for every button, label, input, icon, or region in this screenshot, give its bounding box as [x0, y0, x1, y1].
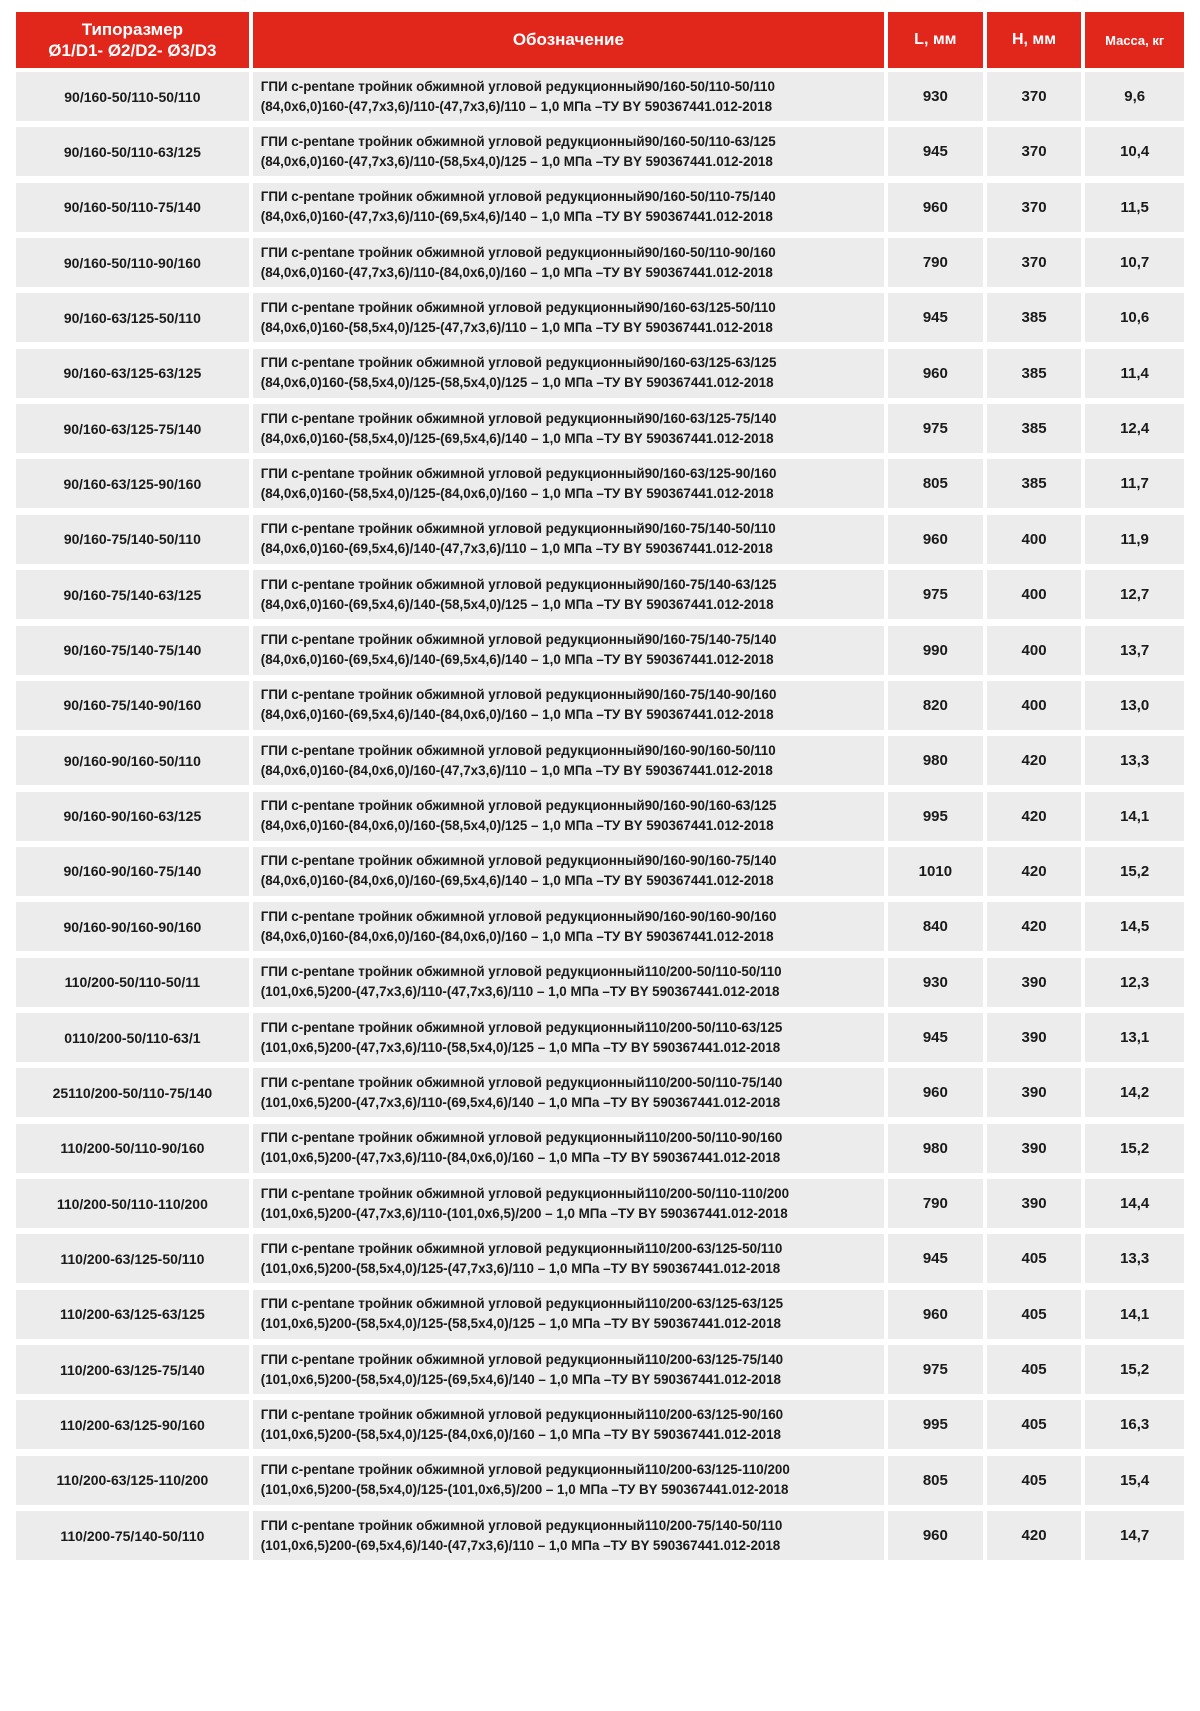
table-row	[16, 515, 1184, 564]
cell-designation-line1: ГПИ c-pentane тройник обжимной угловой редукционный90/160-50/110-50/110	[260, 78, 775, 94]
header-height: H, мм	[987, 12, 1082, 68]
cell-size: 25110/200-50/110-75/140	[16, 1068, 249, 1117]
table-row	[16, 238, 1184, 287]
cell-length: 945	[888, 127, 983, 176]
table-row	[16, 459, 1184, 508]
table-row	[16, 1290, 1184, 1339]
cell-length: 960	[888, 1290, 983, 1339]
cell-designation	[253, 404, 884, 453]
cell-size: 90/160-90/160-50/110	[16, 736, 249, 785]
cell-designation-line2: (101,0x6,5)200-(58,5x4,0)/125-(84,0x6,0)/160 – 1,0 МПа –ТУ BY 590367441.012-2018	[260, 1426, 781, 1442]
table-row	[16, 958, 1184, 1007]
cell-designation	[253, 1400, 884, 1449]
cell-designation-line1: ГПИ c-pentane тройник обжимной угловой редукционный90/160-75/140-75/140	[260, 632, 777, 647]
cell-length: 960	[888, 183, 983, 232]
cell-designation	[253, 1013, 884, 1062]
cell-mass: 12,7	[1085, 570, 1184, 619]
cell-designation-line1: ГПИ c-pentane тройник обжимной угловой редукционный90/160-90/160-50/110	[260, 742, 776, 758]
table-row	[16, 1345, 1184, 1394]
cell-mass: 11,4	[1085, 349, 1184, 398]
cell-designation-line2: (101,0x6,5)200-(47,7x3,6)/110-(84,0x6,0)/160 – 1,0 МПа –ТУ BY 590367441.012-2018	[260, 1150, 781, 1166]
table-row	[16, 736, 1184, 785]
cell-designation	[253, 72, 884, 121]
header-designation: Обозначение	[253, 12, 884, 68]
cell-designation-line2: (101,0x6,5)200-(47,7x3,6)/110-(58,5x4,0)/125 – 1,0 МПа –ТУ BY 590367441.012-2018	[260, 1039, 781, 1055]
cell-mass: 9,6	[1085, 72, 1184, 121]
table-row	[16, 349, 1184, 398]
cell-size: 90/160-75/140-75/140	[16, 626, 249, 675]
cell-designation-line1: ГПИ c-pentane тройник обжимной угловой редукционный90/160-50/110-90/160	[260, 244, 776, 260]
cell-size: 110/200-63/125-50/110	[16, 1234, 249, 1283]
cell-designation-line1: ГПИ c-pentane тройник обжимной угловой редукционный90/160-75/140-50/110	[260, 521, 776, 537]
cell-height: 405	[987, 1290, 1082, 1339]
cell-mass: 11,5	[1085, 183, 1184, 232]
cell-size: 90/160-50/110-90/160	[16, 238, 249, 287]
cell-designation-line1: ГПИ c-pentane тройник обжимной угловой редукционный90/160-50/110-63/125	[260, 133, 776, 149]
cell-mass: 14,1	[1085, 792, 1184, 841]
cell-designation-line1: ГПИ c-pentane тройник обжимной угловой редукционный90/160-90/160-90/160	[260, 908, 777, 924]
cell-length: 975	[888, 570, 983, 619]
cell-mass: 12,3	[1085, 958, 1184, 1007]
header-size	[16, 12, 249, 68]
cell-designation-line2: (101,0x6,5)200-(58,5x4,0)/125-(58,5x4,0)/125 – 1,0 МПа –ТУ BY 590367441.012-2018	[260, 1316, 781, 1332]
cell-length: 990	[888, 626, 983, 675]
cell-height: 390	[987, 1179, 1082, 1228]
cell-length: 930	[888, 72, 983, 121]
cell-designation	[253, 681, 884, 730]
cell-designation	[253, 293, 884, 342]
cell-height: 420	[987, 902, 1082, 951]
cell-designation-line1: ГПИ c-pentane тройник обжимной угловой редукционный110/200-50/110-63/125	[260, 1019, 783, 1035]
cell-designation	[253, 1290, 884, 1339]
table-row	[16, 681, 1184, 730]
cell-designation-line2: (101,0x6,5)200-(47,7x3,6)/110-(101,0x6,5)/200 – 1,0 МПа –ТУ BY 590367441.012-2018	[260, 1205, 788, 1221]
cell-height: 390	[987, 1068, 1082, 1117]
cell-designation	[253, 902, 884, 951]
table-row	[16, 626, 1184, 675]
cell-size: 110/200-50/110-110/200	[16, 1179, 249, 1228]
cell-designation-line1: ГПИ c-pentane тройник обжимной угловой редукционный90/160-90/160-75/140	[260, 853, 777, 869]
cell-height: 405	[987, 1400, 1082, 1449]
cell-height: 385	[987, 349, 1082, 398]
cell-length: 980	[888, 1124, 983, 1173]
cell-length: 945	[888, 1234, 983, 1283]
cell-size: 110/200-50/110-90/160	[16, 1124, 249, 1173]
table-row	[16, 127, 1184, 176]
cell-mass: 13,0	[1085, 681, 1184, 730]
cell-designation-line2: (84,0x6,0)160-(84,0x6,0)/160-(69,5x4,6)/140 – 1,0 МПа –ТУ BY 590367441.012-2018	[260, 873, 774, 889]
table-row	[16, 1400, 1184, 1449]
cell-length: 960	[888, 1068, 983, 1117]
table-row	[16, 847, 1184, 896]
cell-height: 420	[987, 792, 1082, 841]
cell-height: 420	[987, 736, 1082, 785]
cell-designation-line2: (84,0x6,0)160-(47,7x3,6)/110-(84,0x6,0)/160 – 1,0 МПа –ТУ BY 590367441.012-2018	[260, 264, 773, 280]
cell-designation-line1: ГПИ c-pentane тройник обжимной угловой редукционный110/200-50/110-75/140	[260, 1074, 783, 1090]
cell-size: 90/160-90/160-75/140	[16, 847, 249, 896]
cell-designation-line2: (101,0x6,5)200-(47,7x3,6)/110-(47,7x3,6)/110 – 1,0 МПа –ТУ BY 590367441.012-2018	[260, 984, 780, 1000]
cell-designation-line1: ГПИ c-pentane тройник обжимной угловой редукционный110/200-63/125-50/110	[260, 1240, 783, 1256]
cell-mass: 10,6	[1085, 293, 1184, 342]
cell-height: 370	[987, 72, 1082, 121]
table-row	[16, 1068, 1184, 1117]
cell-mass: 16,3	[1085, 1400, 1184, 1449]
table-row	[16, 72, 1184, 121]
cell-mass: 14,2	[1085, 1068, 1184, 1117]
cell-mass: 14,5	[1085, 902, 1184, 951]
header-length: L, мм	[888, 12, 983, 68]
cell-designation	[253, 459, 884, 508]
table-row	[16, 1234, 1184, 1283]
table-row	[16, 404, 1184, 453]
cell-size: 90/160-63/125-63/125	[16, 349, 249, 398]
cell-designation	[253, 736, 884, 785]
cell-length: 975	[888, 404, 983, 453]
cell-designation-line2: (84,0x6,0)160-(84,0x6,0)/160-(58,5x4,0)/125 – 1,0 МПа –ТУ BY 590367441.012-2018	[260, 818, 774, 834]
cell-length: 930	[888, 958, 983, 1007]
cell-length: 945	[888, 1013, 983, 1062]
cell-mass: 11,9	[1085, 515, 1184, 564]
cell-designation-line1: ГПИ c-pentane тройник обжимной угловой редукционный110/200-63/125-75/140	[260, 1351, 784, 1367]
cell-designation	[253, 792, 884, 841]
cell-size: 90/160-50/110-63/125	[16, 127, 249, 176]
cell-designation-line2: (84,0x6,0)160-(69,5x4,6)/140-(84,0x6,0)/160 – 1,0 МПа –ТУ BY 590367441.012-2018	[260, 707, 774, 723]
cell-length: 945	[888, 293, 983, 342]
table-row	[16, 293, 1184, 342]
cell-height: 400	[987, 515, 1082, 564]
cell-size: 110/200-63/125-75/140	[16, 1345, 249, 1394]
cell-height: 400	[987, 570, 1082, 619]
cell-size: 90/160-90/160-63/125	[16, 792, 249, 841]
cell-height: 390	[987, 1013, 1082, 1062]
cell-length: 790	[888, 1179, 983, 1228]
cell-designation-line1: ГПИ c-pentane тройник обжимной угловой редукционный110/200-50/110-110/200	[260, 1185, 790, 1201]
cell-designation-line1: ГПИ c-pentane тройник обжимной угловой редукционный90/160-75/140-63/125	[260, 576, 777, 592]
cell-size: 90/160-50/110-50/110	[16, 72, 249, 121]
cell-designation-line1: ГПИ c-pentane тройник обжимной угловой редукционный110/200-50/110-50/110	[260, 964, 782, 980]
cell-height: 405	[987, 1456, 1082, 1505]
cell-height: 400	[987, 626, 1082, 675]
cell-size: 90/160-63/125-90/160	[16, 459, 249, 508]
cell-size: 90/160-75/140-63/125	[16, 570, 249, 619]
cell-designation-line2: (84,0x6,0)160-(47,7x3,6)/110-(58,5x4,0)/125 – 1,0 МПа –ТУ BY 590367441.012-2018	[260, 153, 773, 169]
cell-size: 90/160-75/140-90/160	[16, 681, 249, 730]
cell-height: 370	[987, 183, 1082, 232]
cell-length: 960	[888, 1511, 983, 1560]
cell-height: 385	[987, 293, 1082, 342]
table-row	[16, 792, 1184, 841]
header-size-title: Типоразмер	[81, 20, 184, 39]
cell-height: 405	[987, 1234, 1082, 1283]
cell-height: 385	[987, 404, 1082, 453]
cell-designation	[253, 183, 884, 232]
cell-designation	[253, 570, 884, 619]
cell-designation-line1: ГПИ c-pentane тройник обжимной угловой редукционный90/160-63/125-50/110	[260, 299, 776, 315]
cell-designation	[253, 1345, 884, 1394]
cell-designation-line1: ГПИ c-pentane тройник обжимной угловой редукционный110/200-63/125-90/160	[260, 1406, 784, 1422]
cell-mass: 14,4	[1085, 1179, 1184, 1228]
cell-height: 370	[987, 127, 1082, 176]
cell-designation	[253, 238, 884, 287]
cell-designation	[253, 1124, 884, 1173]
cell-mass: 14,7	[1085, 1511, 1184, 1560]
cell-designation	[253, 1068, 884, 1117]
cell-designation	[253, 1179, 884, 1228]
cell-designation-line2: (101,0x6,5)200-(58,5x4,0)/125-(47,7x3,6)/110 – 1,0 МПа –ТУ BY 590367441.012-2018	[260, 1260, 781, 1276]
cell-designation-line1: ГПИ c-pentane тройник обжимной угловой редукционный90/160-50/110-75/140	[260, 189, 776, 205]
cell-size: 90/160-50/110-75/140	[16, 183, 249, 232]
cell-designation-line2: (84,0x6,0)160-(69,5x4,6)/140-(47,7x3,6)/110 – 1,0 МПа –ТУ BY 590367441.012-2018	[260, 541, 773, 557]
cell-size: 110/200-63/125-110/200	[16, 1456, 249, 1505]
cell-height: 390	[987, 1124, 1082, 1173]
cell-designation	[253, 1456, 884, 1505]
cell-mass: 10,4	[1085, 127, 1184, 176]
cell-height: 420	[987, 847, 1082, 896]
cell-designation-line2: (84,0x6,0)160-(58,5x4,0)/125-(84,0x6,0)/160 – 1,0 МПа –ТУ BY 590367441.012-2018	[260, 485, 774, 501]
cell-mass: 13,3	[1085, 1234, 1184, 1283]
cell-designation-line1: ГПИ c-pentane тройник обжимной угловой редукционный110/200-63/125-110/200	[260, 1462, 790, 1478]
cell-size: 110/200-63/125-90/160	[16, 1400, 249, 1449]
cell-height: 385	[987, 459, 1082, 508]
cell-mass: 15,2	[1085, 1345, 1184, 1394]
table-row	[16, 1456, 1184, 1505]
cell-size: 90/160-63/125-50/110	[16, 293, 249, 342]
cell-size: 0110/200-50/110-63/1	[16, 1013, 249, 1062]
table-row	[16, 183, 1184, 232]
cell-length: 960	[888, 515, 983, 564]
cell-designation	[253, 127, 884, 176]
cell-length: 995	[888, 792, 983, 841]
table-header	[16, 12, 1184, 68]
cell-height: 390	[987, 958, 1082, 1007]
cell-designation-line2: (84,0x6,0)160-(69,5x4,6)/140-(58,5x4,0)/125 – 1,0 МПа –ТУ BY 590367441.012-2018	[260, 596, 774, 612]
cell-mass: 13,3	[1085, 736, 1184, 785]
cell-height: 420	[987, 1511, 1082, 1560]
cell-designation-line1: ГПИ c-pentane тройник обжимной угловой редукционный110/200-50/110-90/160	[260, 1130, 783, 1146]
cell-designation-line1: ГПИ c-pentane тройник обжимной угловой редукционный110/200-63/125-63/125	[260, 1296, 784, 1312]
cell-length: 960	[888, 349, 983, 398]
cell-length: 975	[888, 1345, 983, 1394]
cell-mass: 11,7	[1085, 459, 1184, 508]
table-row	[16, 1013, 1184, 1062]
cell-designation-line2: (84,0x6,0)160-(84,0x6,0)/160-(47,7x3,6)/110 – 1,0 МПа –ТУ BY 590367441.012-2018	[260, 762, 773, 778]
cell-designation-line2: (84,0x6,0)160-(58,5x4,0)/125-(69,5x4,6)/140 – 1,0 МПа –ТУ BY 590367441.012-2018	[260, 430, 774, 446]
cell-designation-line2: (84,0x6,0)160-(58,5x4,0)/125-(47,7x3,6)/110 – 1,0 МПа –ТУ BY 590367441.012-2018	[260, 319, 773, 335]
cell-size: 110/200-50/110-50/11	[16, 958, 249, 1007]
cell-designation-line2: (84,0x6,0)160-(69,5x4,6)/140-(69,5x4,6)/140 – 1,0 МПа –ТУ BY 590367441.012-2018	[260, 652, 774, 667]
table-row	[16, 570, 1184, 619]
cell-designation	[253, 349, 884, 398]
cell-mass: 13,1	[1085, 1013, 1184, 1062]
cell-mass: 10,7	[1085, 238, 1184, 287]
cell-designation-line1: ГПИ c-pentane тройник обжимной угловой редукционный90/160-63/125-90/160	[260, 465, 777, 481]
cell-height: 370	[987, 238, 1082, 287]
table-row	[16, 902, 1184, 951]
table-row	[16, 1511, 1184, 1560]
cell-length: 805	[888, 459, 983, 508]
header-mass: Масса, кг	[1085, 12, 1184, 68]
cell-size: 110/200-63/125-63/125	[16, 1290, 249, 1339]
cell-designation-line2: (84,0x6,0)160-(47,7x3,6)/110-(47,7x3,6)/110 – 1,0 МПа –ТУ BY 590367441.012-2018	[260, 98, 773, 114]
cell-designation-line1: ГПИ c-pentane тройник обжимной угловой редукционный90/160-75/140-90/160	[260, 687, 777, 703]
cell-length: 840	[888, 902, 983, 951]
cell-size: 90/160-90/160-90/160	[16, 902, 249, 951]
cell-length: 1010	[888, 847, 983, 896]
cell-designation-line2: (101,0x6,5)200-(47,7x3,6)/110-(69,5x4,6)/140 – 1,0 МПа –ТУ BY 590367441.012-2018	[260, 1094, 781, 1110]
cell-designation-line2: (84,0x6,0)160-(47,7x3,6)/110-(69,5x4,6)/140 – 1,0 МПа –ТУ BY 590367441.012-2018	[260, 209, 773, 225]
cell-mass: 12,4	[1085, 404, 1184, 453]
header-size-subtitle: Ø1/D1- Ø2/D2- Ø3/D3	[48, 41, 217, 60]
cell-designation	[253, 626, 884, 675]
cell-designation-line2: (101,0x6,5)200-(58,5x4,0)/125-(69,5x4,6)/140 – 1,0 МПа –ТУ BY 590367441.012-2018	[260, 1371, 781, 1387]
cell-mass: 15,2	[1085, 847, 1184, 896]
cell-mass: 15,4	[1085, 1456, 1184, 1505]
cell-size: 90/160-63/125-75/140	[16, 404, 249, 453]
cell-height: 400	[987, 681, 1082, 730]
cell-designation-line2: (101,0x6,5)200-(58,5x4,0)/125-(101,0x6,5)/200 – 1,0 МПа –ТУ BY 590367441.012-2018	[260, 1482, 789, 1498]
cell-designation-line1: ГПИ c-pentane тройник обжимной угловой редукционный90/160-90/160-63/125	[260, 798, 777, 814]
cell-designation	[253, 847, 884, 896]
cell-designation-line1: ГПИ c-pentane тройник обжимной угловой редукционный90/160-63/125-63/125	[260, 355, 777, 371]
cell-mass: 15,2	[1085, 1124, 1184, 1173]
cell-length: 980	[888, 736, 983, 785]
cell-designation	[253, 958, 884, 1007]
cell-designation-line1: ГПИ c-pentane тройник обжимной угловой редукционный90/160-63/125-75/140	[260, 410, 777, 426]
cell-length: 790	[888, 238, 983, 287]
cell-mass: 13,7	[1085, 626, 1184, 675]
table-row	[16, 1179, 1184, 1228]
cell-designation-line2: (101,0x6,5)200-(69,5x4,6)/140-(47,7x3,6)/110 – 1,0 МПа –ТУ BY 590367441.012-2018	[260, 1537, 781, 1553]
cell-length: 995	[888, 1400, 983, 1449]
cell-size: 90/160-75/140-50/110	[16, 515, 249, 564]
cell-designation-line1: ГПИ c-pentane тройник обжимной угловой редукционный110/200-75/140-50/110	[260, 1517, 783, 1533]
cell-designation	[253, 515, 884, 564]
cell-designation-line2: (84,0x6,0)160-(84,0x6,0)/160-(84,0x6,0)/160 – 1,0 МПа –ТУ BY 590367441.012-2018	[260, 928, 774, 944]
cell-mass: 14,1	[1085, 1290, 1184, 1339]
table-row	[16, 1124, 1184, 1173]
cell-height: 405	[987, 1345, 1082, 1394]
cell-length: 820	[888, 681, 983, 730]
cell-size: 110/200-75/140-50/110	[16, 1511, 249, 1560]
cell-length: 805	[888, 1456, 983, 1505]
cell-designation	[253, 1511, 884, 1560]
cell-designation	[253, 1234, 884, 1283]
cell-designation-line2: (84,0x6,0)160-(58,5x4,0)/125-(58,5x4,0)/125 – 1,0 МПа –ТУ BY 590367441.012-2018	[260, 375, 774, 391]
